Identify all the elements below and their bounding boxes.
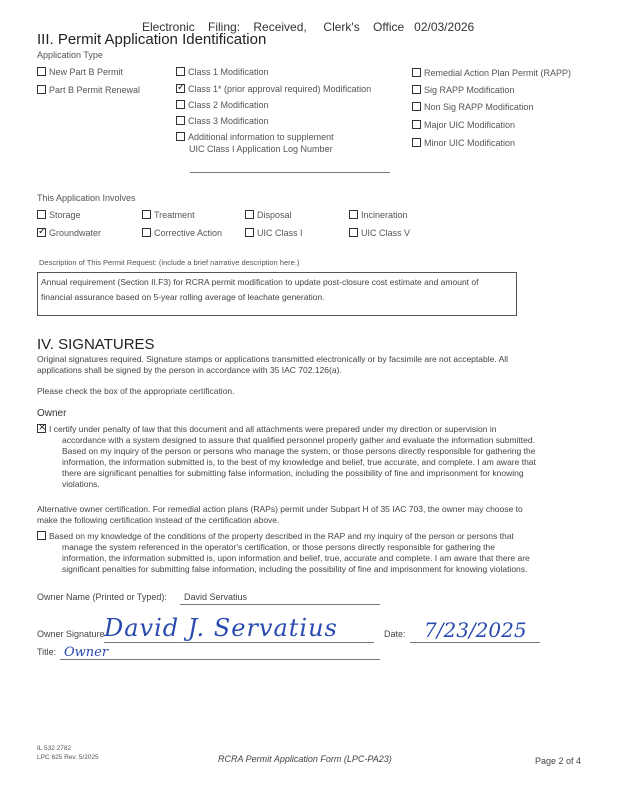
checkbox[interactable] [176, 116, 185, 125]
option-additional-info[interactable]: Additional information to supplement [176, 132, 334, 143]
checkbox[interactable] [412, 68, 421, 77]
description-line-1: Annual requirement (Section II.F3) for RCRA permit modification to update post-closure cost estimate and amount of [41, 277, 479, 287]
footer-form-ids: IL 532 2782 LPC 625 Rev. 5/2025 [37, 745, 99, 761]
involves-label: This Application Involves [37, 193, 136, 203]
description-field[interactable] [37, 272, 517, 316]
checkbox-checked[interactable] [37, 228, 46, 237]
option-non-sig-rapp[interactable]: Non Sig RAPP Modification [412, 102, 533, 113]
date-label: Date: [384, 629, 406, 639]
checkbox[interactable] [349, 228, 358, 237]
signatures-intro: Original signatures required. Signature stamps or applications transmitted electronically or by facsimile are not acceptable. All applications shall be signed by the person in accordance with 35 IAC 702.126(a). [37, 354, 509, 375]
signature-label: Owner Signature [37, 629, 105, 639]
involves-storage[interactable]: Storage [37, 210, 81, 221]
option-rapp[interactable]: Remedial Action Plan Permit (RAPP) [412, 68, 571, 79]
checkbox[interactable] [37, 531, 46, 540]
involves-uic-class-1[interactable]: UIC Class I [245, 228, 303, 239]
checkbox[interactable] [412, 102, 421, 111]
alt-owner-certification[interactable]: Based on my knowledge of the conditions of the property described in the RAP and my inquiry of the person or persons that manage the system referenced in the operator's certification, or those persons directly responsible for gathering the information, the information submitted is, upon information and belief, true, accurate and complete. I am aware that there are significant penalties for submitting false information, including the possibility of fine and imprisonment for knowing violations. [37, 531, 530, 575]
date-line [410, 642, 540, 643]
option-major-uic[interactable]: Major UIC Modification [412, 120, 515, 131]
checkbox[interactable] [37, 85, 46, 94]
checkbox[interactable] [245, 228, 254, 237]
option-part-b-renewal[interactable]: Part B Permit Renewal [37, 85, 140, 96]
description-line-2: financial assurance based on 5-year rolling average of leachate generation. [41, 292, 325, 302]
uic-log-number-field[interactable] [190, 172, 390, 173]
application-type-label: Application Type [37, 50, 103, 60]
checkbox[interactable] [412, 138, 421, 147]
owner-name-label: Owner Name (Printed or Typed): [37, 592, 167, 602]
involves-incineration[interactable]: Incineration [349, 210, 408, 221]
owner-name-line [180, 604, 380, 605]
option-class-3-modification[interactable]: Class 3 Modification [176, 116, 269, 127]
option-class-1-star-modification[interactable]: ✓ Class 1* (prior approval required) Modification [176, 84, 371, 95]
signature-line [104, 642, 374, 643]
owner-name-value[interactable]: David Servatius [184, 592, 248, 602]
checkbox-checked[interactable] [37, 424, 46, 433]
checkbox[interactable] [37, 67, 46, 76]
checkbox[interactable] [412, 120, 421, 129]
checkbox-checked[interactable] [176, 84, 185, 93]
checkbox[interactable] [37, 210, 46, 219]
checkbox[interactable] [142, 228, 151, 237]
date-value[interactable]: 7/23/2025 [424, 618, 527, 642]
checkbox[interactable] [176, 132, 185, 141]
uic-log-number-label: UIC Class I Application Log Number [189, 144, 333, 154]
checkbox[interactable] [142, 210, 151, 219]
footer-form-title: RCRA Permit Application Form (LPC-PA23) [218, 754, 392, 764]
section-4-title: IV. SIGNATURES [37, 336, 155, 353]
title-label: Title: [37, 647, 57, 657]
option-class-2-modification[interactable]: Class 2 Modification [176, 100, 269, 111]
check-instruction: Please check the box of the appropriate certification. [37, 386, 235, 396]
page-number: Page 2 of 4 [535, 756, 582, 766]
title-value[interactable]: Owner [64, 645, 109, 660]
option-sig-rapp[interactable]: Sig RAPP Modification [412, 85, 514, 96]
checkbox[interactable] [176, 67, 185, 76]
involves-corrective-action[interactable]: Corrective Action [142, 228, 222, 239]
checkbox[interactable] [412, 85, 421, 94]
involves-uic-class-5[interactable]: UIC Class V [349, 228, 410, 239]
checkbox[interactable] [176, 100, 185, 109]
option-minor-uic[interactable]: Minor UIC Modification [412, 138, 515, 149]
involves-disposal[interactable]: Disposal [245, 210, 292, 221]
option-new-part-b-permit[interactable]: New Part B Permit [37, 67, 123, 78]
involves-groundwater[interactable]: ✓ Groundwater [37, 228, 101, 239]
section-3-title: III. Permit Application Identification [37, 31, 267, 48]
involves-treatment[interactable]: Treatment [142, 210, 195, 221]
title-line [60, 659, 380, 660]
owner-signature[interactable]: David J. Servatius [104, 614, 338, 642]
owner-certification[interactable]: × I certify under penalty of law that this document and all attachments were prepared under my direction or supervision in accordance with a system designed to assure that qualified personnel properly gather and evaluate the information submitted. Based on my inquiry of the person or persons who manage the system, or those persons directly responsible for gathering the information, the information submitted is, to the best of my knowledge and belief, true accurate, and complete. I am aware that there are significant penalties for submitting false information, including the possibility of fine and imprisonment for knowing violations. [37, 424, 536, 490]
option-class-1-modification[interactable]: Class 1 Modification [176, 67, 269, 78]
description-label: Description of This Permit Request: (include a brief narrative description here.) [39, 258, 300, 267]
alt-certification-intro: Alternative owner certification. For remedial action plans (RAPs) permit under Subpart H of 35 IAC 703, the owner may choose to make the following certification instead of the certification above. [37, 504, 523, 525]
checkbox[interactable] [245, 210, 254, 219]
checkbox[interactable] [349, 210, 358, 219]
owner-label: Owner [37, 408, 67, 419]
filing-stamp: Electronic Filing: Received, Clerk's Office 02/03/2026 [142, 20, 475, 34]
